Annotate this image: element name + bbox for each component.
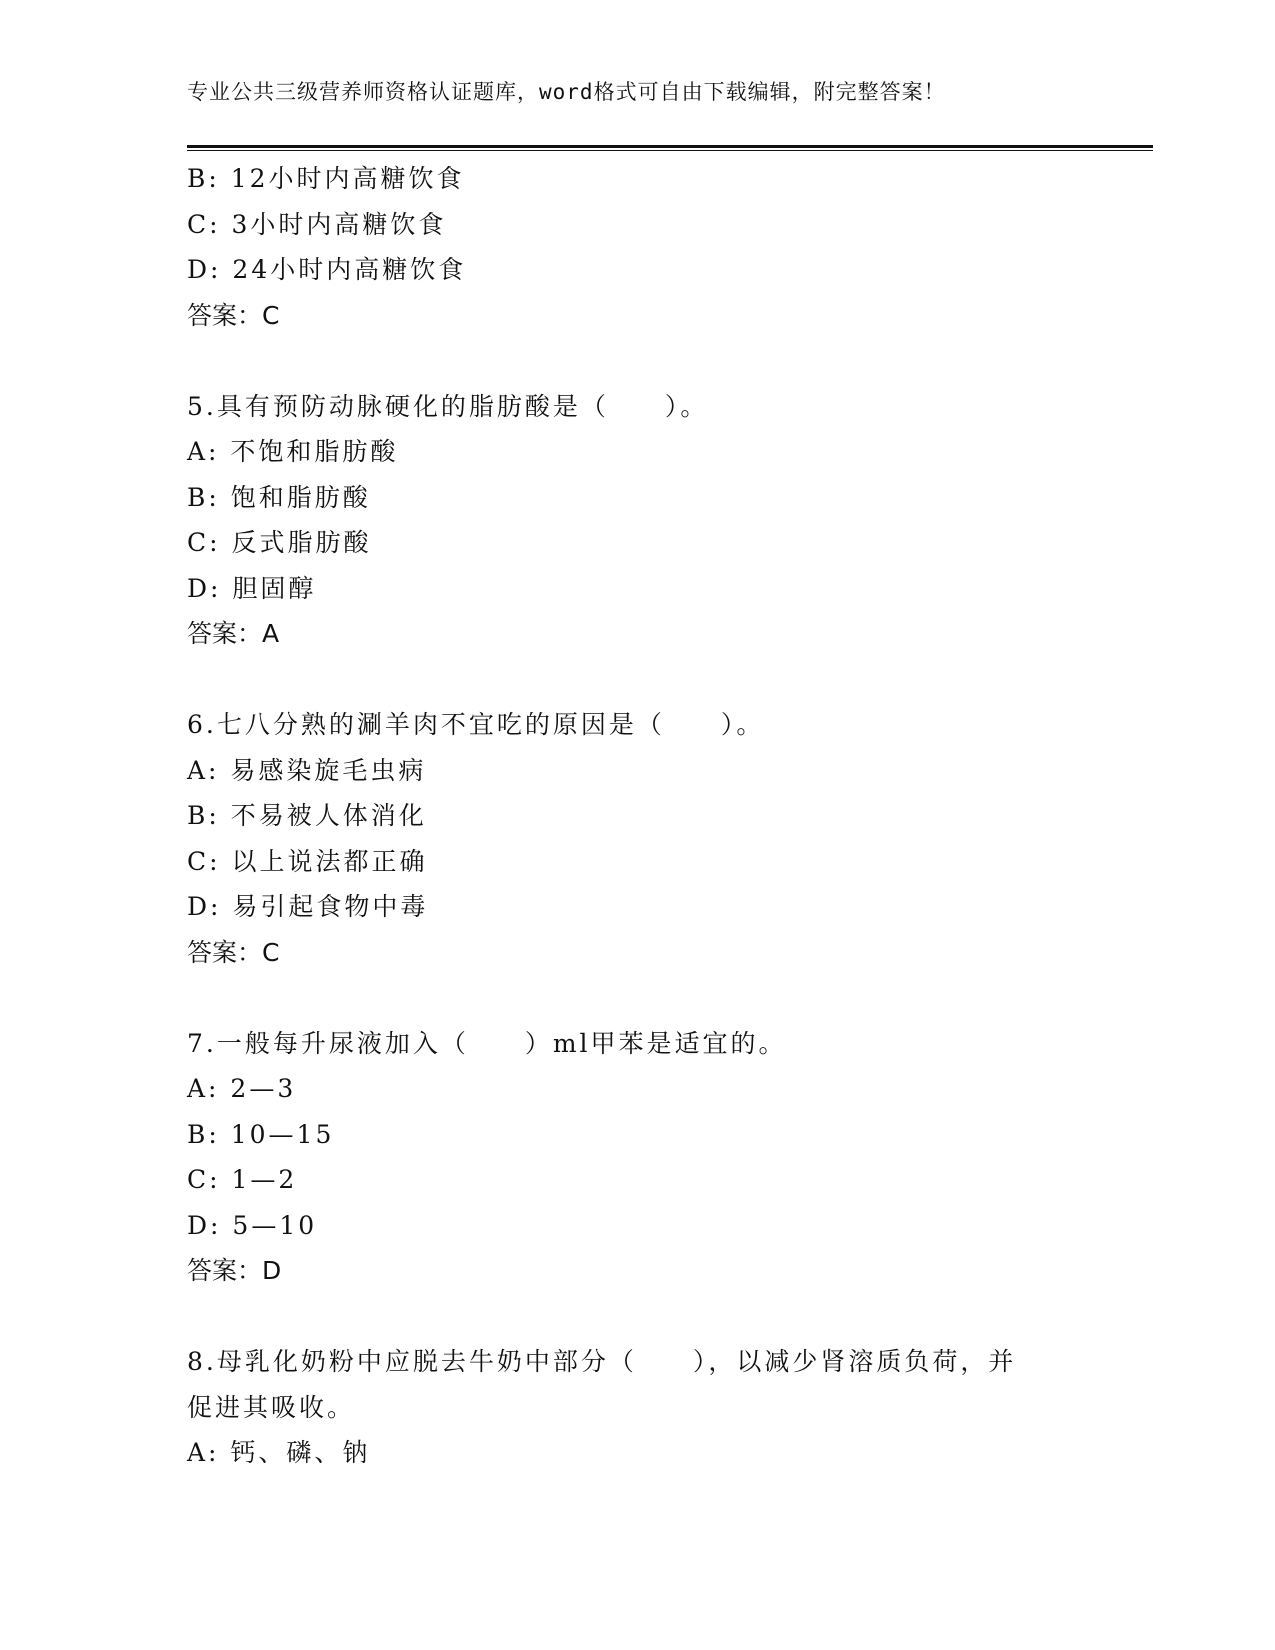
answer-line: 答案：D [187, 1256, 282, 1285]
option-c: C: 1—2 [187, 1165, 298, 1194]
question-6 [187, 702, 1087, 975]
option-a: A: 钙、磷、钠 [187, 1438, 371, 1467]
option-a: A: 不饱和脂肪酸 [187, 437, 399, 466]
question-list [187, 156, 1087, 1476]
option-b: B: 12小时内高糖饮食 [187, 164, 465, 193]
option-a: A: 2—3 [187, 1074, 297, 1103]
spacer [187, 1294, 1087, 1340]
option-c: C: 以上说法都正确 [187, 846, 428, 876]
header-rule-thick [187, 145, 1153, 148]
question-5 [187, 384, 1087, 657]
spacer [187, 975, 1087, 1021]
option-a: A: 易感染旋毛虫病 [187, 755, 427, 785]
question-8 [187, 1339, 1087, 1476]
question-stem: 5.具有预防动脉硬化的脂肪酸是（ ）。 [187, 391, 709, 421]
option-d: D: 易引起食物中毒 [187, 892, 429, 921]
answer-line: 答案：A [187, 619, 280, 648]
page-header: 专业公共三级营养师资格认证题库，word格式可自由下载编辑，附完整答案！ [187, 80, 946, 104]
option-b: B: 不易被人体消化 [187, 801, 427, 830]
option-d: D: 5—10 [187, 1210, 318, 1240]
question-stem: 6.七八分熟的涮羊肉不宜吃的原因是（ ）。 [187, 710, 765, 739]
answer-line: 答案：C [187, 937, 280, 967]
option-d: D: 24小时内高糖饮食 [187, 255, 467, 284]
option-d: D: 胆固醇 [187, 573, 317, 603]
question-stem: 7.一般每升尿液加入（ ）ml甲苯是适宜的。 [187, 1028, 787, 1058]
spacer [187, 338, 1087, 384]
question-7 [187, 1021, 1087, 1294]
question-continued [187, 156, 1087, 338]
option-c: C: 反式脂肪酸 [187, 528, 372, 557]
question-stem-line-1: 8.母乳化奶粉中应脱去牛奶中部分（ ），以减少肾溶质负荷，并 [187, 1347, 1017, 1376]
spacer [187, 657, 1087, 703]
option-b: B: 10—15 [187, 1119, 335, 1149]
option-c: C: 3小时内高糖饮食 [187, 209, 447, 239]
option-b: B: 饱和脂肪酸 [187, 482, 371, 512]
answer-line: 答案：C [187, 300, 280, 330]
header-rule-thin [187, 150, 1153, 151]
question-stem-line-2: 促进其吸收。 [187, 1392, 356, 1422]
